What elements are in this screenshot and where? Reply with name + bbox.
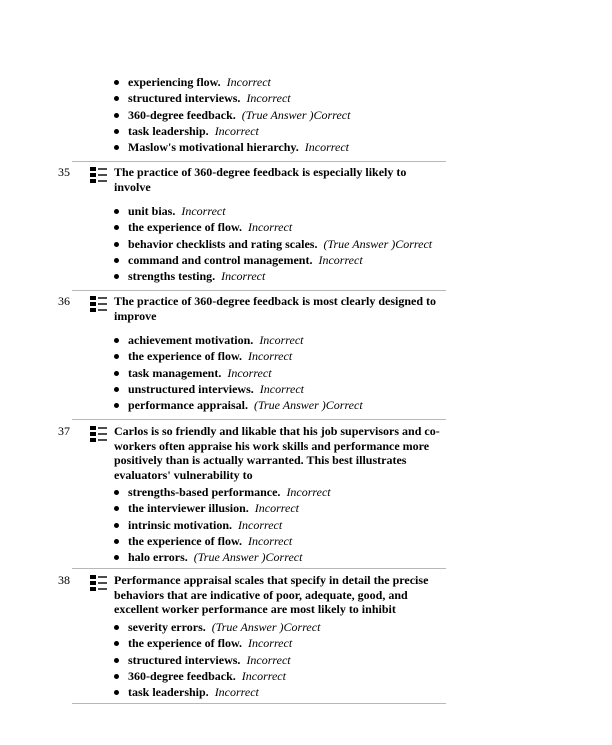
option-mark: Incorrect bbox=[227, 365, 272, 380]
option-mark: Incorrect bbox=[238, 517, 283, 532]
option-text: the experience of flow. bbox=[128, 533, 242, 548]
question-number: 37 bbox=[58, 424, 70, 438]
option-item bbox=[114, 139, 350, 155]
option-item bbox=[114, 484, 331, 500]
option-item bbox=[114, 74, 350, 90]
question-number: 35 bbox=[58, 165, 70, 179]
option-item bbox=[114, 397, 363, 413]
question-number: 36 bbox=[58, 294, 70, 308]
options-list bbox=[114, 203, 432, 284]
option-item bbox=[114, 549, 331, 565]
option-text: task leadership. bbox=[128, 123, 209, 138]
option-item bbox=[114, 652, 320, 668]
option-mark: Incorrect bbox=[318, 252, 363, 267]
option-item bbox=[114, 107, 350, 123]
divider bbox=[72, 290, 446, 291]
option-mark: Incorrect bbox=[247, 349, 293, 364]
options-list bbox=[114, 484, 331, 565]
option-item bbox=[114, 365, 363, 381]
option-text: the experience of flow. bbox=[128, 349, 242, 364]
option-text: structured interviews. bbox=[128, 652, 241, 667]
option-text: behavior checklists and rating scales. bbox=[128, 236, 318, 251]
option-mark: Incorrect bbox=[246, 652, 291, 667]
option-item bbox=[114, 90, 350, 106]
option-item bbox=[114, 219, 432, 235]
option-item bbox=[114, 668, 320, 684]
option-mark: (True Answer )Correct bbox=[211, 620, 321, 634]
option-text: the experience of flow. bbox=[128, 220, 242, 235]
option-mark: Incorrect bbox=[241, 668, 286, 683]
option-text: performance appraisal. bbox=[128, 398, 248, 413]
question-stem: Performance appraisal scales that specify in detail the precise behaviors that are indicative of poor, adequate, good, and excellent worker performance are most likely to inhibit bbox=[114, 573, 429, 617]
option-text: Maslow's motivational hierarchy. bbox=[128, 140, 299, 155]
option-item bbox=[114, 533, 331, 549]
option-text: task leadership. bbox=[128, 685, 209, 700]
option-mark: Incorrect bbox=[246, 91, 291, 106]
option-item bbox=[114, 348, 363, 364]
option-text: 360-degree feedback. bbox=[128, 668, 236, 683]
option-text: the interviewer illusion. bbox=[128, 501, 249, 516]
option-mark: Incorrect bbox=[304, 140, 349, 155]
option-item bbox=[114, 268, 432, 284]
option-item bbox=[114, 635, 320, 651]
option-mark: Incorrect bbox=[226, 75, 271, 89]
option-text: strengths testing. bbox=[128, 269, 216, 284]
previous-question-options bbox=[114, 74, 350, 155]
option-mark: Incorrect bbox=[247, 636, 293, 651]
list-icon[interactable] bbox=[89, 295, 108, 313]
option-mark: (True Answer )Correct bbox=[193, 550, 303, 565]
option-text: command and control management. bbox=[128, 252, 313, 267]
option-text: unstructured interviews. bbox=[128, 381, 254, 396]
question-stem: The practice of 360-degree feedback is especially likely to involve bbox=[114, 165, 407, 194]
option-item bbox=[114, 236, 432, 252]
option-text: structured interviews. bbox=[128, 91, 241, 106]
list-icon[interactable] bbox=[89, 166, 108, 184]
option-mark: Incorrect bbox=[247, 220, 293, 235]
option-mark: Incorrect bbox=[286, 485, 331, 499]
option-mark: Incorrect bbox=[259, 381, 304, 396]
option-text: strengths-based performance. bbox=[128, 485, 281, 499]
option-text: task management. bbox=[128, 365, 222, 380]
option-item bbox=[114, 619, 320, 635]
option-mark: Incorrect bbox=[214, 123, 259, 138]
option-text: 360-degree feedback. bbox=[128, 107, 236, 122]
option-item bbox=[114, 332, 363, 348]
option-mark: (True Answer )Correct bbox=[241, 107, 351, 122]
question-stem: Carlos is so friendly and likable that his job supervisors and co-workers often appraise his work skills and performance more positively than is actually warranted. This best illustrates evaluators' vulnerability to bbox=[114, 424, 440, 482]
option-mark: Incorrect bbox=[259, 333, 304, 347]
option-item bbox=[114, 252, 432, 268]
question-stem: The practice of 360-degree feedback is most clearly designed to improve bbox=[114, 294, 437, 323]
list-icon[interactable] bbox=[89, 574, 108, 592]
option-item bbox=[114, 500, 331, 516]
option-mark: Incorrect bbox=[181, 204, 226, 218]
divider bbox=[72, 568, 446, 569]
divider bbox=[72, 703, 446, 704]
option-mark: Incorrect bbox=[221, 269, 266, 284]
question-number: 38 bbox=[58, 573, 70, 587]
option-mark: Incorrect bbox=[254, 501, 299, 516]
divider bbox=[72, 161, 446, 162]
option-mark: Incorrect bbox=[214, 685, 259, 700]
divider bbox=[72, 419, 446, 420]
option-text: experiencing flow. bbox=[128, 75, 221, 89]
option-mark: (True Answer )Correct bbox=[323, 236, 433, 251]
option-item bbox=[114, 203, 432, 219]
option-item bbox=[114, 517, 331, 533]
option-mark: (True Answer )Correct bbox=[253, 398, 363, 413]
options-list bbox=[114, 332, 363, 413]
option-text: achievement motivation. bbox=[128, 333, 254, 347]
option-item bbox=[114, 684, 320, 700]
option-item bbox=[114, 123, 350, 139]
option-mark: Incorrect bbox=[247, 533, 293, 548]
list-icon[interactable] bbox=[89, 425, 108, 443]
option-text: intrinsic motivation. bbox=[128, 517, 232, 532]
option-text: the experience of flow. bbox=[128, 636, 242, 651]
option-text: severity errors. bbox=[128, 620, 206, 634]
option-item bbox=[114, 381, 363, 397]
options-list bbox=[114, 619, 320, 700]
option-text: halo errors. bbox=[128, 550, 188, 565]
option-text: unit bias. bbox=[128, 204, 176, 218]
